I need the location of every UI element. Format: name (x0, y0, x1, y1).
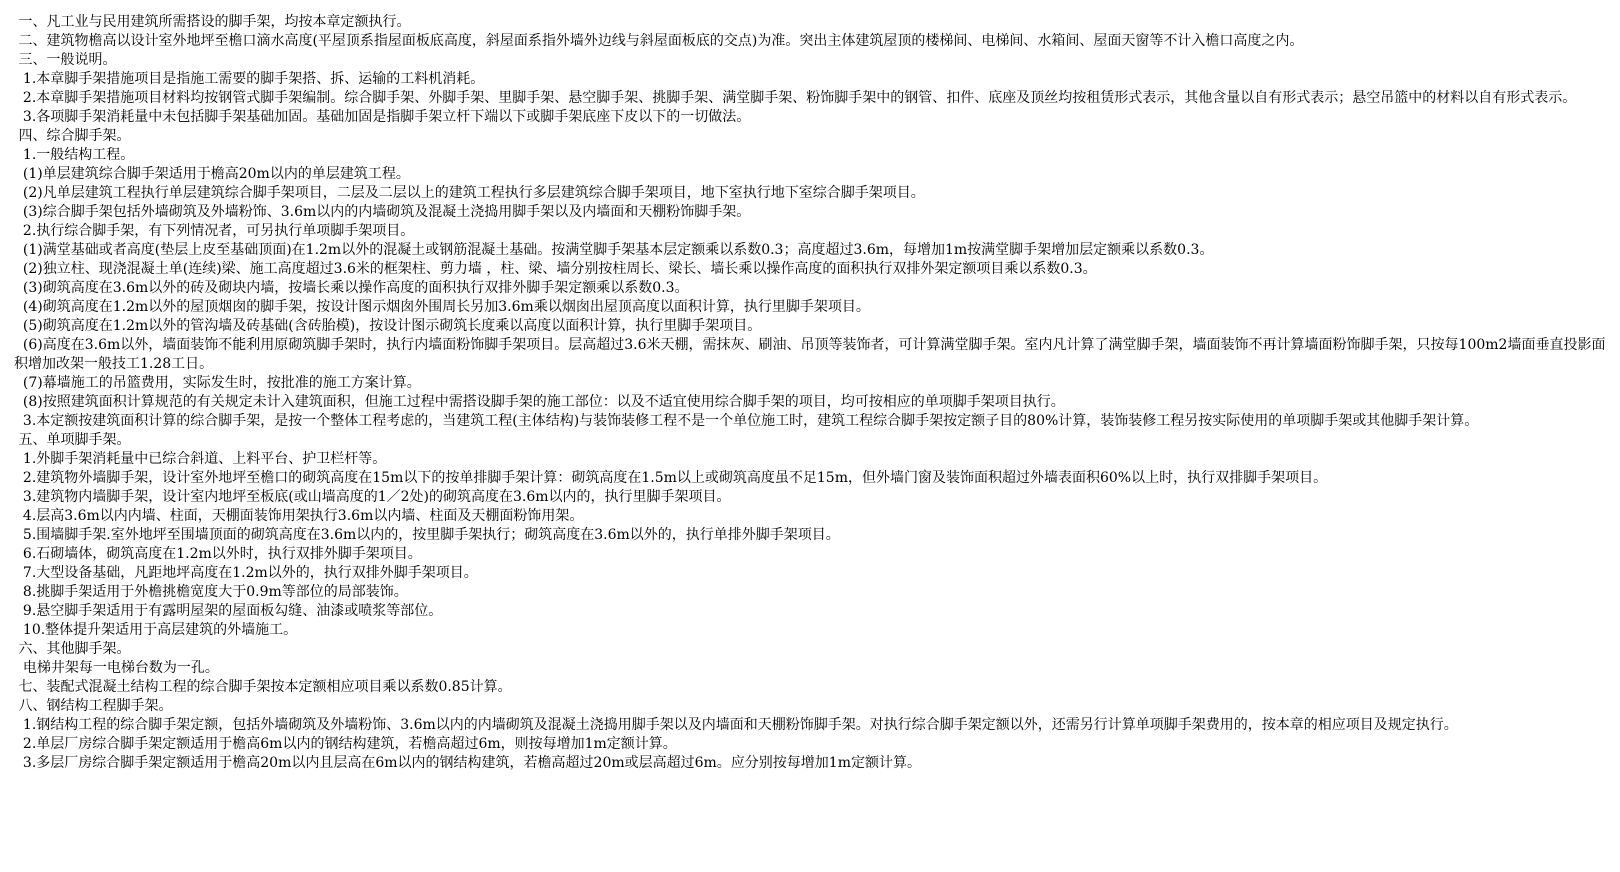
section-3-item-1: 1.本章脚手架措施项目是指施工需要的脚手架搭、拆、运输的工料机消耗。 (14, 71, 485, 87)
section-4-item-1-3: (3)综合脚手架包括外墙砌筑及外墙粉饰、3.6m以内的内墙砌筑及混凝土浇捣用脚手架以及内墙面和天棚粉饰脚手架。 (14, 204, 751, 220)
section-5-item-6: 6.石砌墙体，砌筑高度在1.2m以外时，执行双排外脚手架项目。 (14, 546, 422, 562)
section-5-item-4: 4.层高3.6m以内内墙、柱面，天棚面装饰用架执行3.6m以内墙、柱面及天棚面粉饰用架。 (14, 508, 584, 524)
section-7-paragraph: 七、装配式混凝土结构工程的综合脚手架按本定额相应项目乘以系数0.85计算。 (14, 679, 512, 695)
section-4-item-2-8: (8)按照建筑面积计算规范的有关规定未计入建筑面积，但施工过程中需搭设脚手架的施工部位：以及不适宜使用综合脚手架的项目，均可按相应的单项脚手架项目执行。 (14, 394, 1065, 410)
section-4-item-1-1: (1)单层建筑综合脚手架适用于檐高20m以内的单层建筑工程。 (14, 166, 410, 182)
section-3-item-3: 3.各项脚手架消耗量中未包括脚手架基础加固。基础加固是指脚手架立杆下端以下或脚手架底座下皮以下的一切做法。 (14, 109, 751, 125)
section-4-item-3: 3.本定额按建筑面积计算的综合脚手架，是按一个整体工程考虑的，当建筑工程(主体结构)与装饰装修工程不是一个单位施工时，建筑工程综合脚手架按定额子目的80%计算，装饰装修工程另按实际使用的单项脚手架或其他脚手架计算。 (14, 413, 1479, 429)
section-5-item-5: 5.围墙脚手架.室外地坪至围墙顶面的砌筑高度在3.6m以内的，按里脚手架执行；砌筑高度在3.6m以外的，执行单排外脚手架项目。 (14, 527, 840, 543)
section-4-item-1: 1.一般结构工程。 (14, 147, 135, 163)
section-4-item-2-3: (3)砌筑高度在3.6m以外的砖及砌块内墙，按墙长乘以操作高度的面积执行双排外脚手架定额乘以系数0.3。 (14, 280, 689, 296)
section-5-item-1: 1.外脚手架消耗量中已综合斜道、上料平台、护卫栏杆等。 (14, 451, 387, 467)
section-8-item-2: 2.单层厂房综合脚手架定额适用于檐高6m以内的钢结构建筑，若檐高超过6m，则按每增加1m定额计算。 (14, 736, 677, 752)
section-5-item-9: 9.悬空脚手架适用于有露明屋架的屋面板勾缝、油漆或喷浆等部位。 (14, 603, 443, 619)
section-4-item-2-6: (6)高度在3.6m以外，墙面装饰不能利用原砌筑脚手架时，执行内墙面粉饰脚手架项目。层高超过3.6米天棚，需抹灰、刷油、吊顶等装饰者，可计算满堂脚手架。室内凡计算了满堂脚手架，墙面装饰不再计算墙面粉饰脚手架，只按每100m2墙面垂直投影面积增加改架一般技工1.28工日。 (14, 337, 1606, 372)
section-4-item-2-4: (4)砌筑高度在1.2m以外的屋顶烟囱的脚手架，按设计图示烟囱外围周长另加3.6m乘以烟囱出屋顶高度以面积计算，执行里脚手架项目。 (14, 299, 870, 315)
section-3-item-2: 2.本章脚手架措施项目材料均按钢管式脚手架编制。综合脚手架、外脚手架、里脚手架、悬空脚手架、挑脚手架、满堂脚手架、粉饰脚手架中的钢管、扣件、底座及顶丝均按租赁形式表示，其他含量以自有形式表示；悬空吊篮中的材料以自有形式表示。 (14, 90, 1577, 106)
section-4-item-2-1: (1)满堂基础或者高度(垫层上皮至基础顶面)在1.2m以外的混凝土或钢筋混凝土基础。按满堂脚手架基本层定额乘以系数0.3；高度超过3.6m，每增加1m按满堂脚手架增加层定额乘以系数0.3。 (14, 242, 1214, 258)
section-1-heading: 一、凡工业与民用建筑所需搭设的脚手架，均按本章定额执行。 (14, 14, 411, 30)
section-4-item-2: 2.执行综合脚手架，有下列情况者，可另执行单项脚手架项目。 (14, 223, 415, 239)
section-5-heading: 五、单项脚手架。 (14, 432, 131, 448)
section-5-item-2: 2.建筑物外墙脚手架，设计室外地坪至檐口的砌筑高度在15m以下的按单排脚手架计算：砌筑高度在1.5m以上或砌筑高度虽不足15m，但外墙门窗及装饰面积超过外墙表面积60%以上时，执行双排脚手架项目。 (14, 470, 1328, 486)
section-8-item-1: 1.钢结构工程的综合脚手架定额，包括外墙砌筑及外墙粉饰、3.6m以内的内墙砌筑及混凝土浇捣用脚手架以及内墙面和天棚粉饰脚手架。对执行综合脚手架定额以外，还需另行计算单项脚手架费用的，按本章的相应项目及规定执行。 (14, 717, 1458, 733)
section-6-item: 电梯井架每一电梯台数为一孔。 (14, 660, 219, 676)
section-5-item-10: 10.整体提升架适用于高层建筑的外墙施工。 (14, 622, 298, 638)
section-5-item-7: 7.大型设备基础，凡距地坪高度在1.2m以外的，执行双排外脚手架项目。 (14, 565, 478, 581)
section-8-heading: 八、钢结构工程脚手架。 (14, 698, 173, 714)
section-4-item-2-2: (2)独立柱、现浇混凝土单(连续)梁、施工高度超过3.6米的框架柱、剪力墙 ，柱、梁、墙分别按柱周长、梁长、墙长乘以操作高度的面积执行双排外架定额项目乘以系数0.3。 (14, 261, 1097, 277)
section-4-item-1-2: (2)凡单层建筑工程执行单层建筑综合脚手架项目，二层及二层以上的建筑工程执行多层建筑综合脚手架项目，地下室执行地下室综合脚手架项目。 (14, 185, 925, 201)
section-4-item-2-7: (7)幕墙施工的吊篮费用，实际发生时，按批准的施工方案计算。 (14, 375, 421, 391)
section-8-item-3: 3.多层厂房综合脚手架定额适用于檐高20m以内且层高在6m以内的钢结构建筑，若檐高超过20m或层高超过6m。应分别按每增加1m定额计算。 (14, 755, 921, 771)
section-3-heading: 三、一般说明。 (14, 52, 117, 68)
section-5-item-8: 8.挑脚手架适用于外檐挑檐宽度大于0.9m等部位的局部装饰。 (14, 584, 408, 600)
section-4-item-2-5: (5)砌筑高度在1.2m以外的管沟墙及砖基础(含砖胎模)，按设计图示砌筑长度乘以高度以面积计算，执行里脚手架项目。 (14, 318, 762, 334)
section-4-heading: 四、综合脚手架。 (14, 128, 131, 144)
section-5-item-3: 3.建筑物内墙脚手架，设计室内地坪至板底(或山墙高度的1／2处)的砌筑高度在3.6m以内的，执行里脚手架项目。 (14, 489, 731, 505)
section-6-heading: 六、其他脚手架。 (14, 641, 131, 657)
section-2-paragraph: 二、建筑物檐高以设计室外地坪至檐口滴水高度(平屋顶系指屋面板底高度，斜屋面系指外墙外边线与斜屋面板底的交点)为准。突出主体建筑屋顶的楼梯间、电梯间、水箱间、屋面天窗等不计入檐口高度之内。 (14, 33, 1304, 49)
